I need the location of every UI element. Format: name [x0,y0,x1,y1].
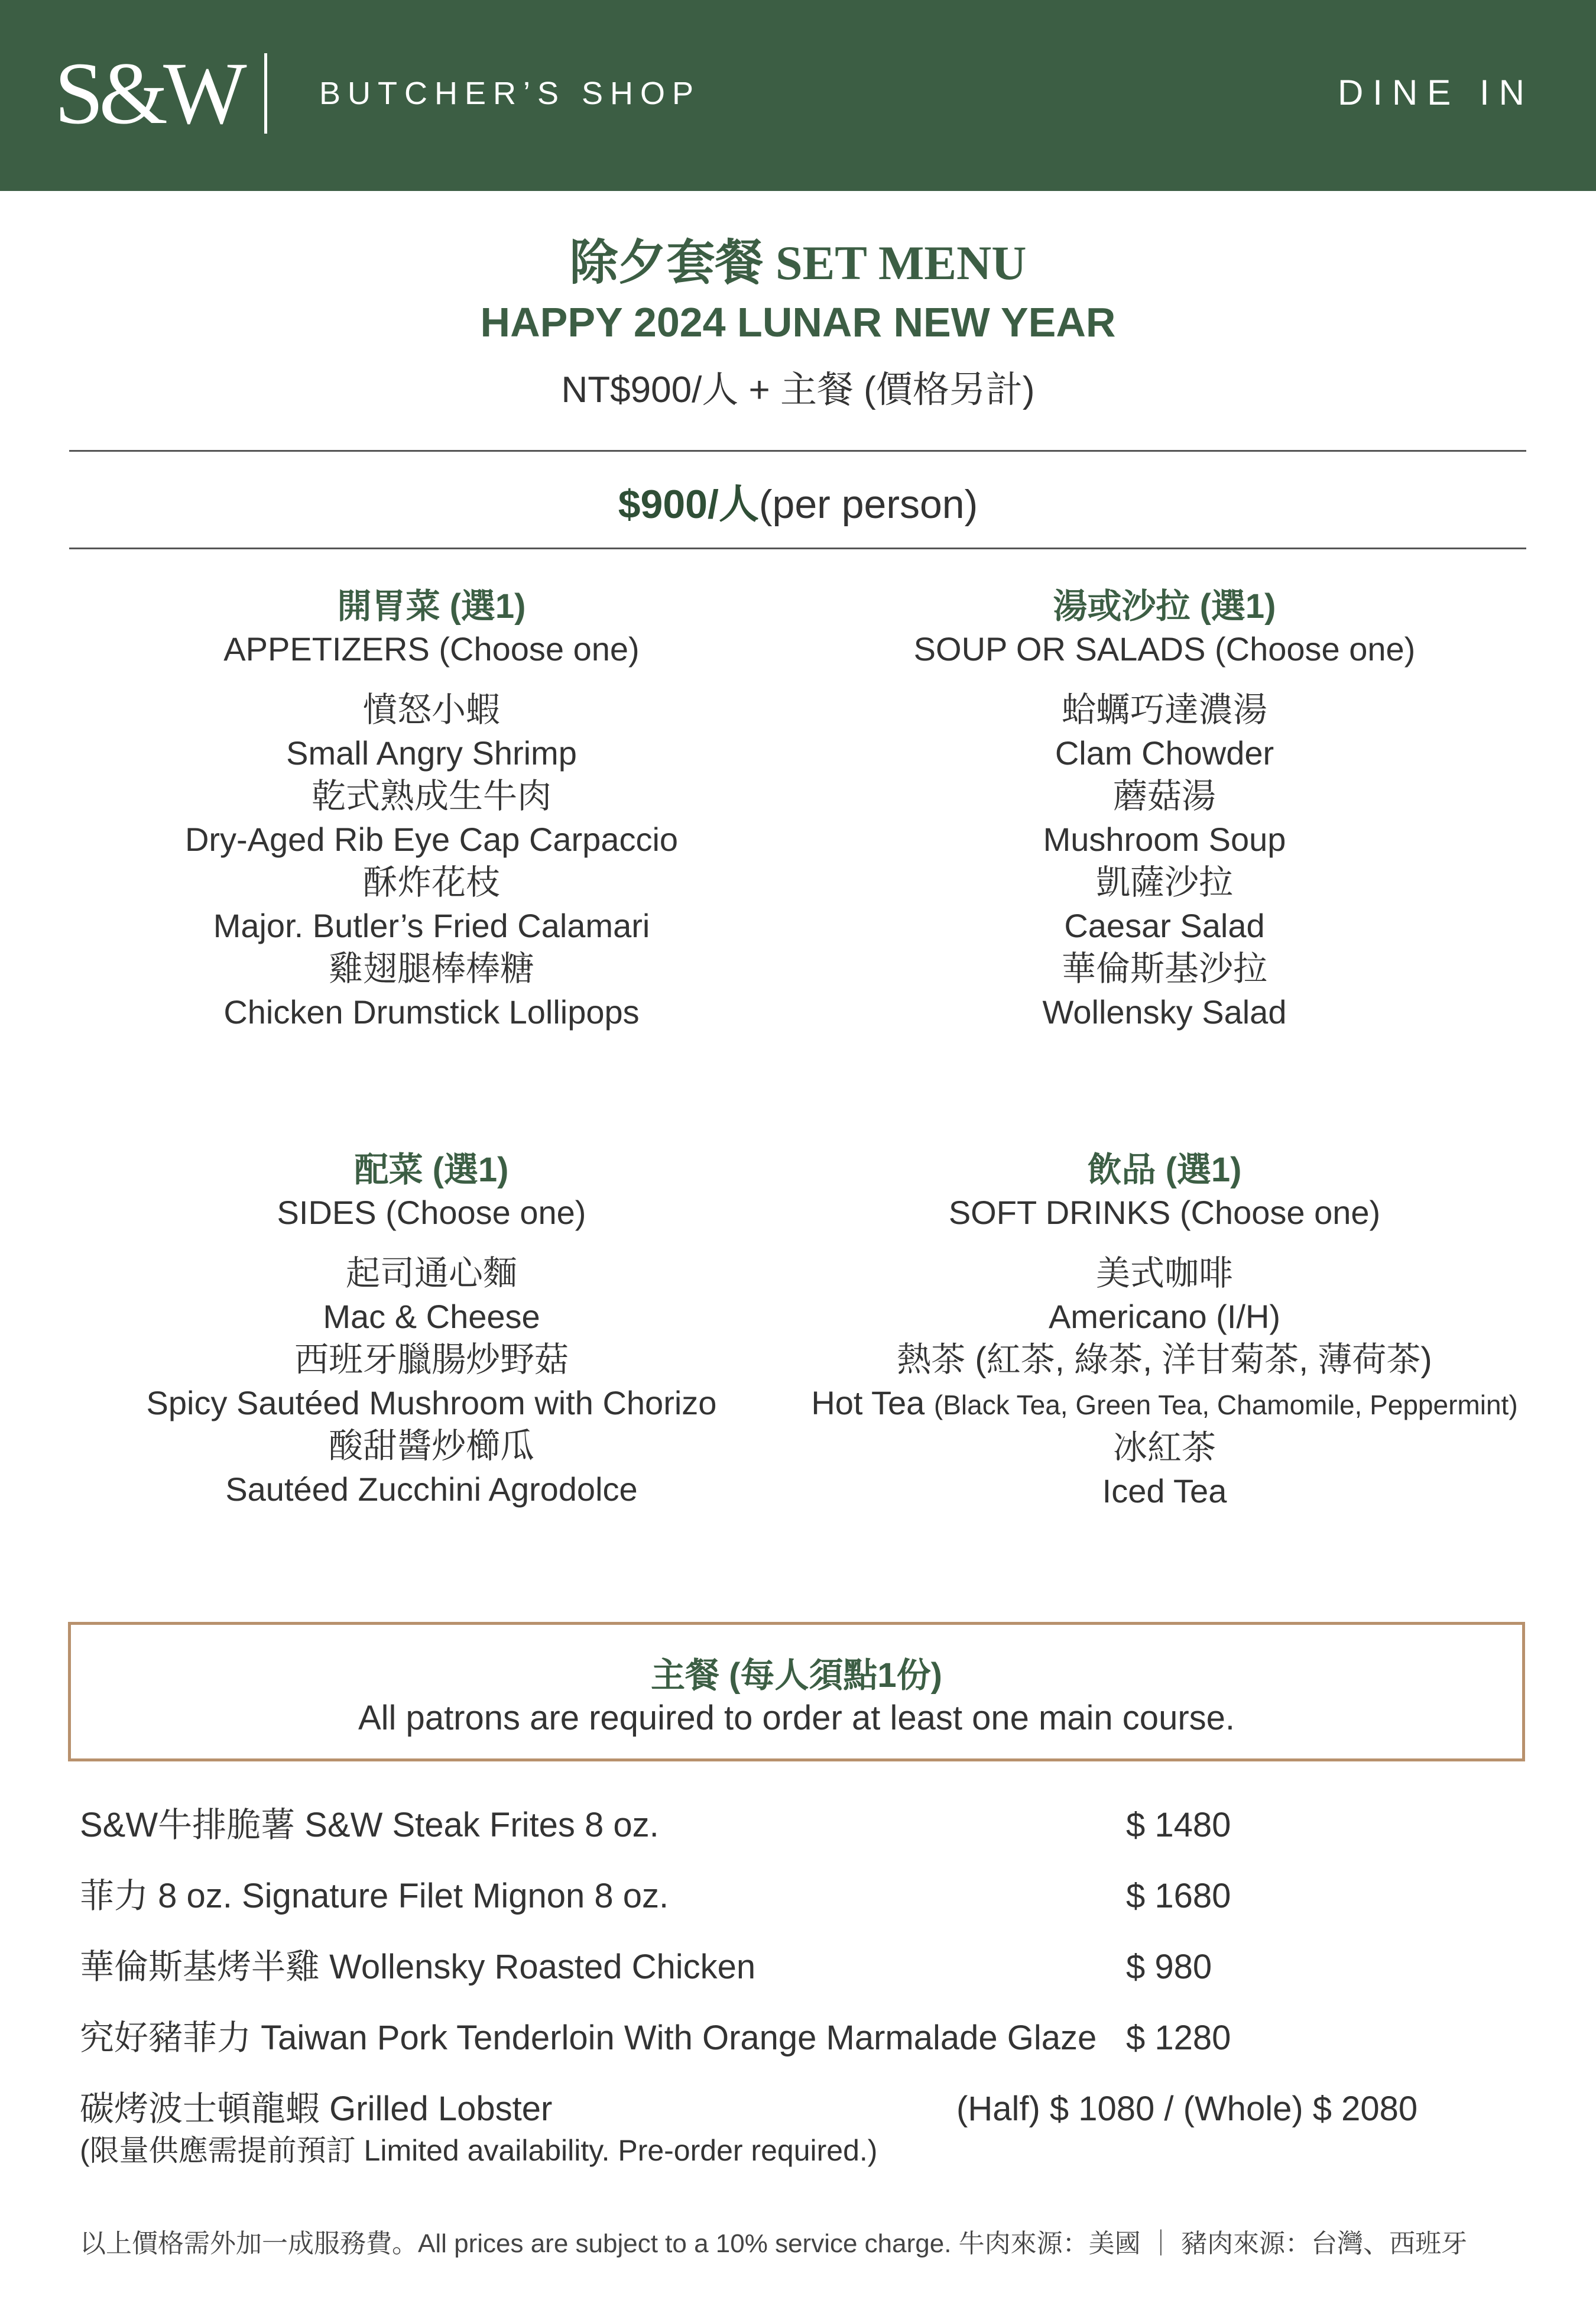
list-item [47,1424,816,1511]
item-name-en: Sautéed Zucchini Agrodolce [225,1471,638,1508]
item-name-zh: 蘑菇湯 [1112,777,1216,815]
footer-note: 以上價格需外加一成服務費。All prices are subject to a 10% service charge. 牛肉來源：美國 ｜ 豬肉來源：台灣、西班牙 [80,2229,1468,2258]
main-item-name-en: Taiwan Pork Tenderloin With Orange Marmalade Glaze [261,2019,1097,2057]
notice-text-en: All patrons are required to order at least one main course. [358,1699,1235,1737]
list-item [47,1252,816,1338]
appetizers-section [47,585,816,1034]
item-name-en-main: Hot Tea [811,1384,925,1421]
main-item [80,1803,659,1847]
item-name-en: Small Angry Shrimp [286,734,577,772]
section-heading-en: APPETIZERS (Choose one) [223,630,640,668]
item-name-zh: 乾式熟成生牛肉 [311,777,552,815]
section-heading-zh: 開胃菜 (選1) [337,587,526,626]
list-item [780,688,1549,775]
per-person-price [0,478,1596,531]
section-heading-en: SOFT DRINKS (Choose one) [948,1194,1381,1231]
item-name-en: Major. Butler’s Fried Calamari [213,907,650,944]
per-person-suffix: (per person) [758,482,978,527]
item-name-zh: 美式咖啡 [1095,1254,1233,1293]
list-item [780,1338,1549,1426]
main-course-notice [68,1622,1525,1761]
item-name-en: Clam Chowder [1055,734,1274,772]
list-item [47,775,816,861]
header-banner [0,0,1596,191]
main-item-name-en: Signature Filet Mignon 8 oz. [241,1877,669,1915]
item-name-zh: 憤怒小蝦 [362,691,500,729]
item-name-zh: 酥炸花枝 [362,863,500,902]
sides-section [47,1149,816,1511]
divider-top [69,450,1526,452]
item-name-zh: 雞翅腿棒棒糖 [328,950,534,988]
dine-in-label: DINE IN [1337,73,1534,112]
item-name-en: Chicken Drumstick Lollipops [223,993,640,1031]
item-name-en: Spicy Sautéed Mushroom with Chorizo [146,1384,717,1421]
main-item-name-en: Grilled Lobster [329,2090,553,2128]
notice-heading-zh: 主餐 (每人須點1份) [650,1656,942,1695]
main-item-name-zh: 菲力 8 oz. [80,1877,232,1915]
item-name-zh: 西班牙臘腸炒野菇 [294,1340,569,1379]
item-name-zh: 起司通心麵 [345,1254,517,1293]
item-name-en: Wollensky Salad [1042,993,1287,1031]
item-name-en: Dry-Aged Rib Eye Cap Carpaccio [184,821,679,858]
section-heading-en: SOUP OR SALADS (Choose one) [913,630,1416,668]
brand-logo: S&W [54,44,242,142]
menu-title: 除夕套餐 SET MENU [569,236,1027,290]
soups-section [780,585,1549,1034]
item-name-en-detail: (Black Tea, Green Tea, Chamomile, Peppermint) [933,1390,1518,1420]
list-item [780,947,1549,1034]
main-item-price: $ 1680 [1126,1877,1231,1915]
main-item-name-zh: 碳烤波士頓龍蝦 [80,2090,320,2128]
list-item [780,861,1549,947]
main-item [80,2087,552,2131]
list-item [780,1252,1549,1338]
per-person-amount: $900/人 [618,482,759,527]
main-item [80,1945,755,1989]
item-name-en: Iced Tea [1102,1472,1227,1510]
list-item [47,947,816,1034]
item-name-zh: 蛤蠣巧達濃湯 [1061,691,1267,729]
item-name-en: Mushroom Soup [1043,821,1286,858]
main-item-name-en: Wollensky Roasted Chicken [329,1948,756,1986]
main-item [80,1874,669,1918]
main-item-name-zh: 華倫斯基烤半雞 [80,1948,320,1986]
header-divider [264,53,267,134]
main-item-price: $ 1480 [1126,1806,1231,1844]
list-item [47,688,816,775]
item-name-zh: 熱茶 (紅茶, 綠茶, 洋甘菊茶, 薄荷茶) [897,1340,1432,1379]
main-item-name-en: S&W Steak Frites 8 oz. [304,1806,659,1844]
price-note: NT$900/人 + 主餐 (價格另計) [561,370,1035,410]
item-name-en: Caesar Salad [1064,907,1265,944]
item-name-zh: 華倫斯基沙拉 [1061,950,1267,988]
item-name-zh: 酸甜醬炒櫛瓜 [328,1427,534,1465]
shop-name: BUTCHER’S SHOP [319,76,701,111]
section-heading-en: SIDES (Choose one) [277,1194,586,1231]
main-item-name-zh: 究好豬菲力 [80,2019,252,2057]
section-heading-zh: 湯或沙拉 (選1) [1053,587,1276,626]
list-item [780,775,1549,861]
main-item-name-zh: S&W牛排脆薯 [80,1806,296,1844]
item-name-en: Americano (I/H) [1048,1298,1281,1335]
drinks-section [780,1149,1549,1512]
item-name-en [780,1382,1549,1426]
item-name-zh: 冰紅茶 [1112,1429,1216,1467]
main-item-price: (Half) $ 1080 / (Whole) $ 2080 [956,2090,1418,2128]
divider-bottom [69,548,1526,549]
section-heading-zh: 飲品 (選1) [1087,1151,1242,1189]
main-item-price: $ 980 [1126,1948,1212,1986]
list-item [780,1426,1549,1512]
menu-subtitle: HAPPY 2024 LUNAR NEW YEAR [480,299,1116,345]
item-name-zh: 凱薩沙拉 [1095,863,1233,902]
list-item [47,1338,816,1424]
main-item [80,2016,1097,2060]
section-heading-zh: 配菜 (選1) [354,1151,509,1189]
list-item [47,861,816,947]
main-item-note: (限量供應需提前預訂 Limited availability. Pre-order required.) [80,2134,878,2167]
item-name-en: Mac & Cheese [323,1298,540,1335]
main-item-price: $ 1280 [1126,2019,1231,2057]
